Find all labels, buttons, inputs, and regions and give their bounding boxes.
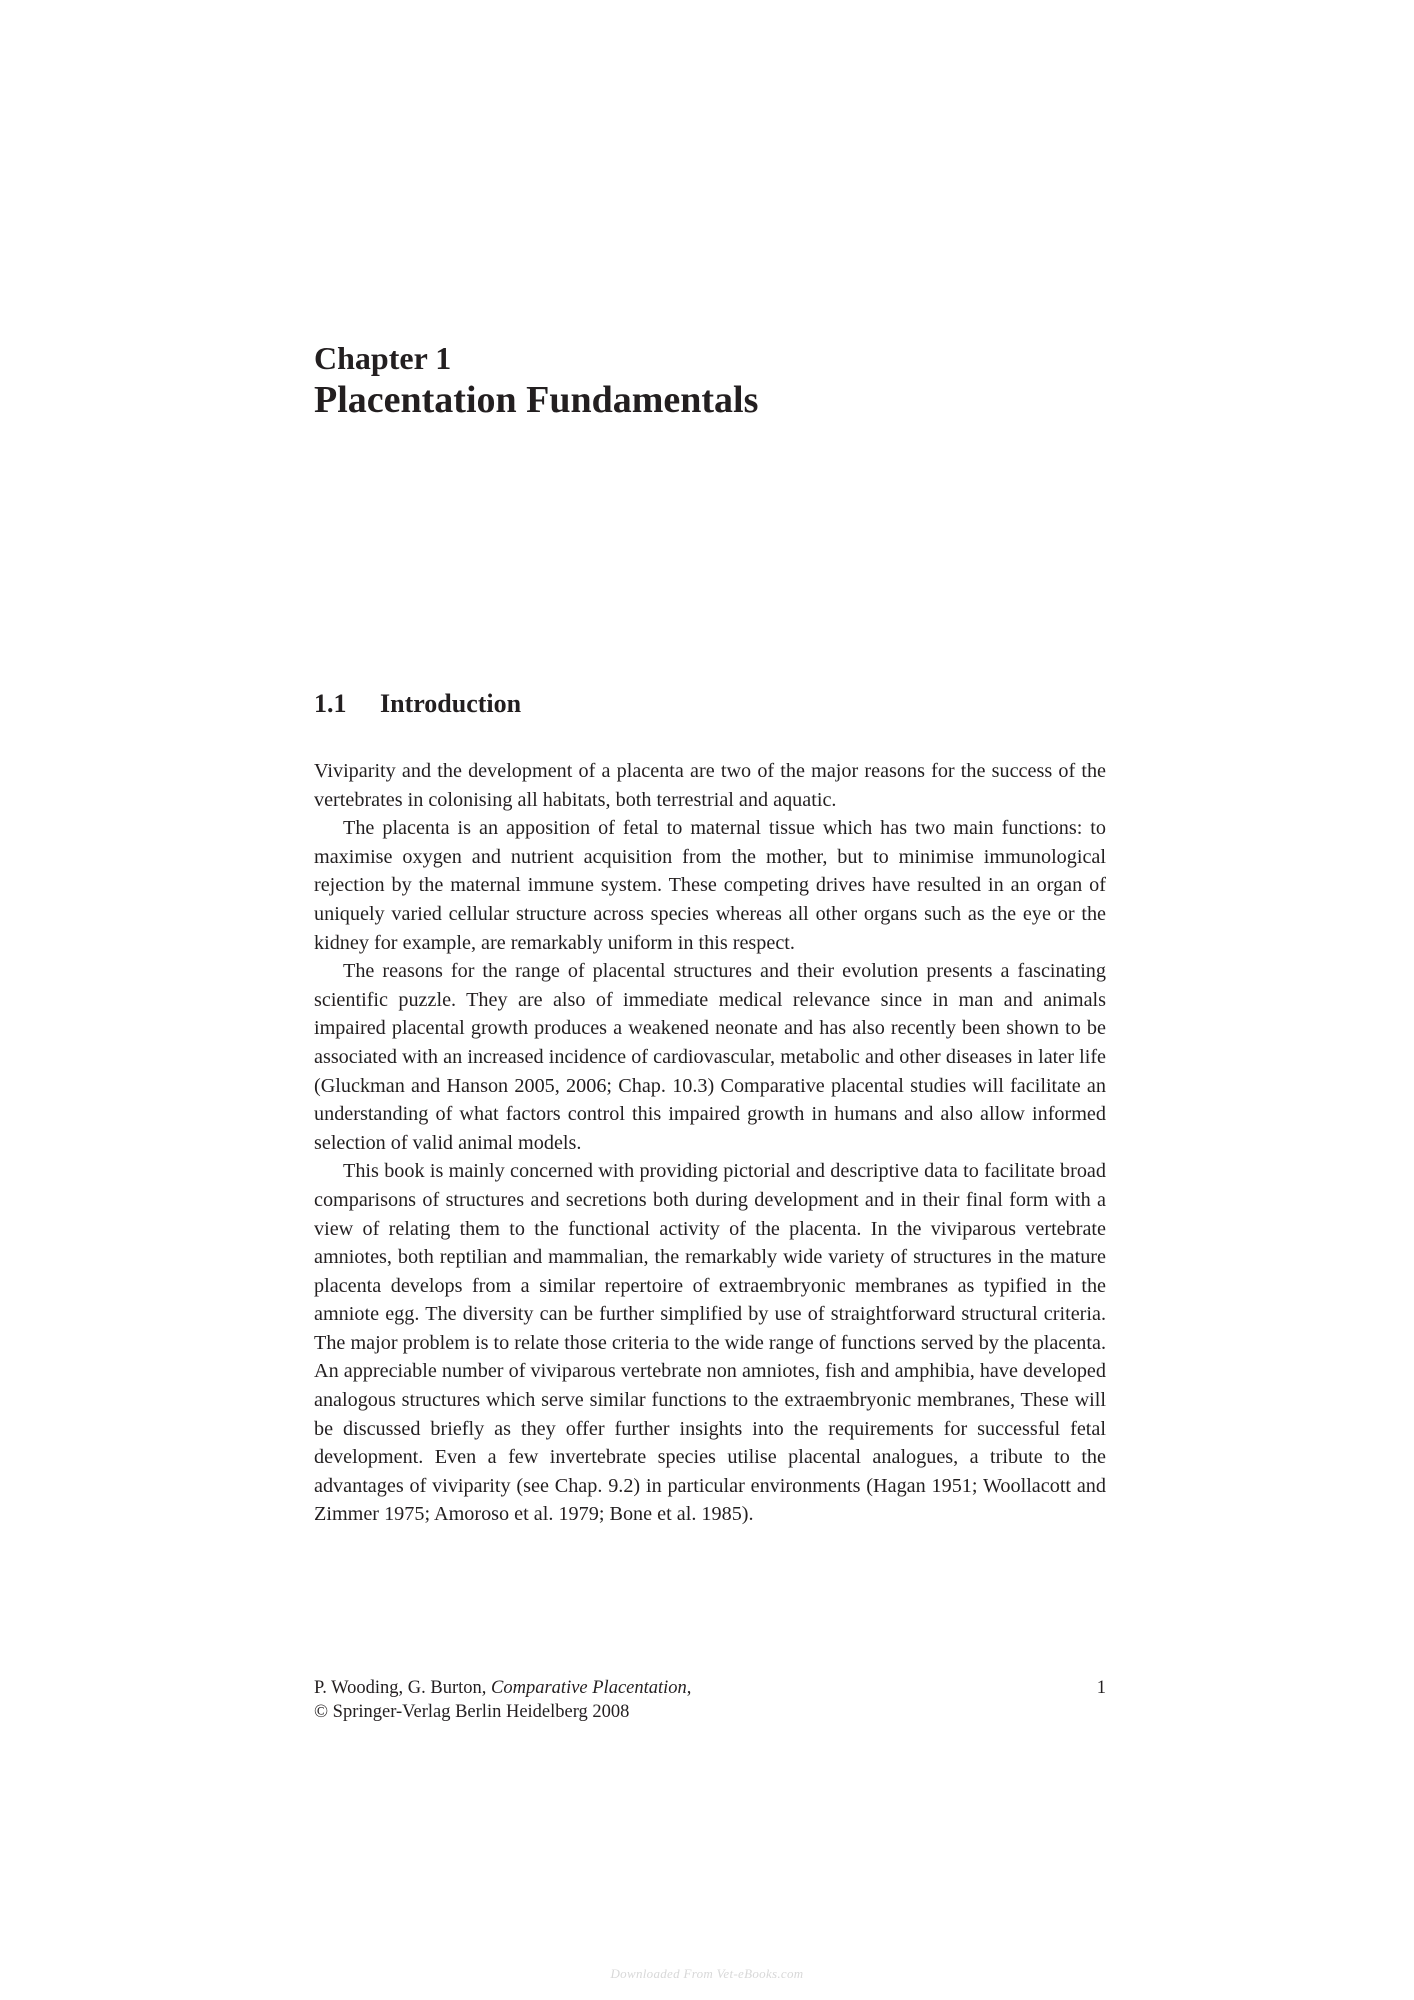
section-title: Introduction: [380, 689, 522, 718]
page-number: 1: [1096, 1678, 1106, 1698]
footer-book-title: Comparative Placentation: [491, 1678, 687, 1698]
section-heading: [314, 688, 521, 720]
section-number: 1.1: [314, 689, 347, 718]
paragraph-1: Viviparity and the development of a placenta are two of the major reasons for the success of the vertebrates in colonising all habitats, both terrestrial and aquatic.: [314, 760, 1106, 811]
paragraph-2: The placenta is an apposition of fetal to maternal tissue which has two main functions: to maximise oxygen and nutrient acquisition from the mother, but to minimise immunological rejection by the maternal immune system. These competing drives have resulted in an organ of uniquely varied cellular structure across species whereas all other organs such as the eye or the kidney for example, are remarkably uniform in this respect.: [314, 817, 1106, 954]
paragraph-3: The reasons for the range of placental structures and their evolution presents a fascinating scientific puzzle. They are also of immediate medical relevance since in man and animals impaired placental growth produces a weakened neonate and has also recently been shown to be associated with an increased incidence of cardiovascular, metabolic and other diseases in later life (Gluckman and Hanson 2005, 2006; Chap. 10.3) Comparative placental studies will facilitate an understanding of what factors control this impaired growth in humans and also allow informed selection of valid animal models.: [314, 960, 1106, 1154]
chapter-title: Placentation Fundamentals: [314, 379, 759, 421]
chapter-label: Chapter 1: [314, 340, 452, 376]
footer-citation: [314, 1676, 1106, 1700]
footer-comma: ,: [686, 1678, 692, 1698]
body-text: [314, 757, 1106, 1529]
watermark-text: Downloaded From Vet-eBooks.com: [610, 1966, 804, 1981]
footer-authors: P. Wooding, G. Burton,: [314, 1678, 487, 1698]
paragraph-4: This book is mainly concerned with providing pictorial and descriptive data to facilitate broad comparisons of structures and secretions both during development and in their final form with a view of relating them to the functional activity of the placenta. In the viviparous vertebrate amniotes, both reptilian and mammalian, the remarkably wide variety of structures in the mature placenta develops from a similar repertoire of extraembryonic membranes as typified in the amniote egg. The diversity can be further simplified by use of straightforward structural criteria. The major problem is to relate those criteria to the wide range of functions served by the placenta. An appreciable number of viviparous vertebrate non amniotes, fish and amphibia, have developed analogous structures which serve similar functions to the extraembryonic membranes, These will be discussed briefly as they offer further insights into the requirements for successful fetal development. Even a few invertebrate species utilise placental analogues, a tribute to the advantages of viviparity (see Chap. 9.2) in particular environments (Hagan 1951; Woollacott and Zimmer 1975; Amoroso et al. 1979; Bone et al. 1985).: [314, 1160, 1106, 1526]
footer-copyright: © Springer-Verlag Berlin Heidelberg 2008: [314, 1702, 630, 1722]
page-footer: [314, 1676, 1106, 1724]
